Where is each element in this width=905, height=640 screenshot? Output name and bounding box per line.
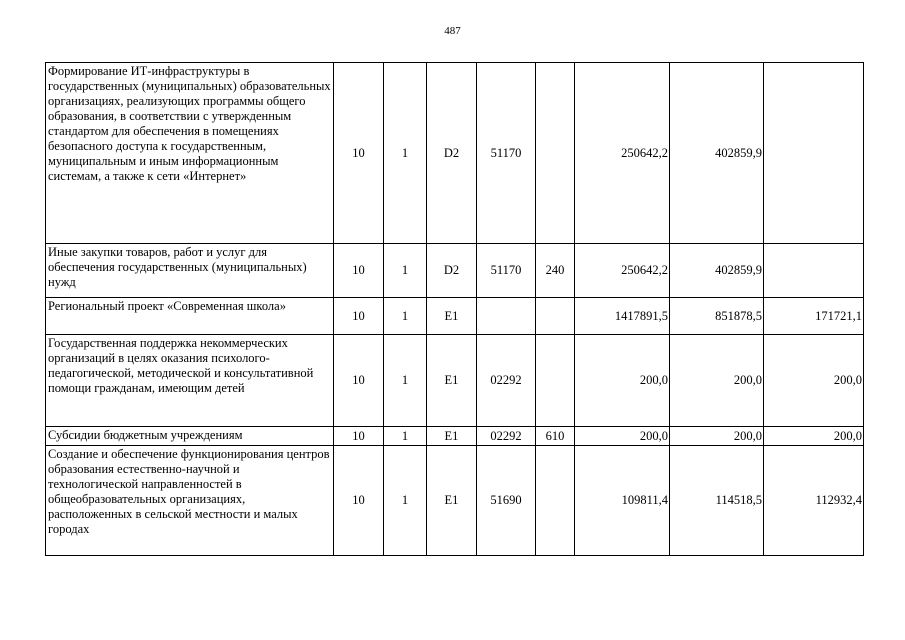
amount-year-2: 402859,9 bbox=[670, 244, 764, 298]
table-row bbox=[46, 427, 864, 446]
section-code: 10 bbox=[334, 63, 384, 244]
subsection-code: 1 bbox=[384, 335, 427, 427]
amount-year-1: 250642,2 bbox=[575, 63, 670, 244]
direction-code: 02292 bbox=[477, 335, 536, 427]
amount-year-1: 250642,2 bbox=[575, 244, 670, 298]
project-code: E1 bbox=[427, 335, 477, 427]
section-code: 10 bbox=[334, 298, 384, 335]
expense-type-code: 610 bbox=[536, 427, 575, 446]
subsection-code: 1 bbox=[384, 244, 427, 298]
row-name: Государственная поддержка некоммерческих организаций в целях оказания психолого-педагогической, методической и консультативной помощи гражданам, имеющим детей bbox=[46, 335, 334, 427]
row-name: Создание и обеспечение функционирования центров образования естественно-научной и технологической направленностей в общеобразовательных организациях, расположенных в сельской местности и малых городах bbox=[46, 446, 334, 556]
expense-type-code: 240 bbox=[536, 244, 575, 298]
amount-year-3: 112932,4 bbox=[764, 446, 864, 556]
amount-year-2: 200,0 bbox=[670, 335, 764, 427]
amount-year-2: 851878,5 bbox=[670, 298, 764, 335]
amount-year-1: 109811,4 bbox=[575, 446, 670, 556]
amount-year-3 bbox=[764, 244, 864, 298]
subsection-code: 1 bbox=[384, 63, 427, 244]
budget-table bbox=[45, 62, 864, 556]
section-code: 10 bbox=[334, 427, 384, 446]
amount-year-2: 114518,5 bbox=[670, 446, 764, 556]
amount-year-3: 200,0 bbox=[764, 427, 864, 446]
table-row bbox=[46, 446, 864, 556]
amount-year-2: 402859,9 bbox=[670, 63, 764, 244]
amount-year-1: 1417891,5 bbox=[575, 298, 670, 335]
direction-code bbox=[477, 298, 536, 335]
row-name: Иные закупки товаров, работ и услуг для обеспечения государственных (муниципальных) нужд bbox=[46, 244, 334, 298]
project-code: E1 bbox=[427, 298, 477, 335]
row-name: Формирование ИТ-инфраструктуры в государственных (муниципальных) образовательных организациях, реализующих программы общего образования, в соответствии с утвержденным стандартом для обеспечения в помещениях безопасного доступа к государственным, муниципальным и иным информационным системам, а также к сети «Интернет» bbox=[46, 63, 334, 244]
project-code: E1 bbox=[427, 446, 477, 556]
expense-type-code bbox=[536, 335, 575, 427]
section-code: 10 bbox=[334, 335, 384, 427]
section-code: 10 bbox=[334, 446, 384, 556]
table-row bbox=[46, 63, 864, 244]
amount-year-1: 200,0 bbox=[575, 427, 670, 446]
amount-year-2: 200,0 bbox=[670, 427, 764, 446]
amount-year-1: 200,0 bbox=[575, 335, 670, 427]
page-number: 487 bbox=[444, 25, 461, 37]
row-name: Субсидии бюджетным учреждениям bbox=[46, 427, 334, 446]
expense-type-code bbox=[536, 63, 575, 244]
table-row bbox=[46, 244, 864, 298]
row-name: Региональный проект «Современная школа» bbox=[46, 298, 334, 335]
subsection-code: 1 bbox=[384, 446, 427, 556]
expense-type-code bbox=[536, 298, 575, 335]
amount-year-3 bbox=[764, 63, 864, 244]
section-code: 10 bbox=[334, 244, 384, 298]
amount-year-3: 200,0 bbox=[764, 335, 864, 427]
direction-code: 51170 bbox=[477, 63, 536, 244]
subsection-code: 1 bbox=[384, 298, 427, 335]
project-code: D2 bbox=[427, 63, 477, 244]
direction-code: 02292 bbox=[477, 427, 536, 446]
amount-year-3: 171721,1 bbox=[764, 298, 864, 335]
table-row bbox=[46, 335, 864, 427]
project-code: D2 bbox=[427, 244, 477, 298]
project-code: E1 bbox=[427, 427, 477, 446]
table-row bbox=[46, 298, 864, 335]
expense-type-code bbox=[536, 446, 575, 556]
direction-code: 51690 bbox=[477, 446, 536, 556]
direction-code: 51170 bbox=[477, 244, 536, 298]
subsection-code: 1 bbox=[384, 427, 427, 446]
